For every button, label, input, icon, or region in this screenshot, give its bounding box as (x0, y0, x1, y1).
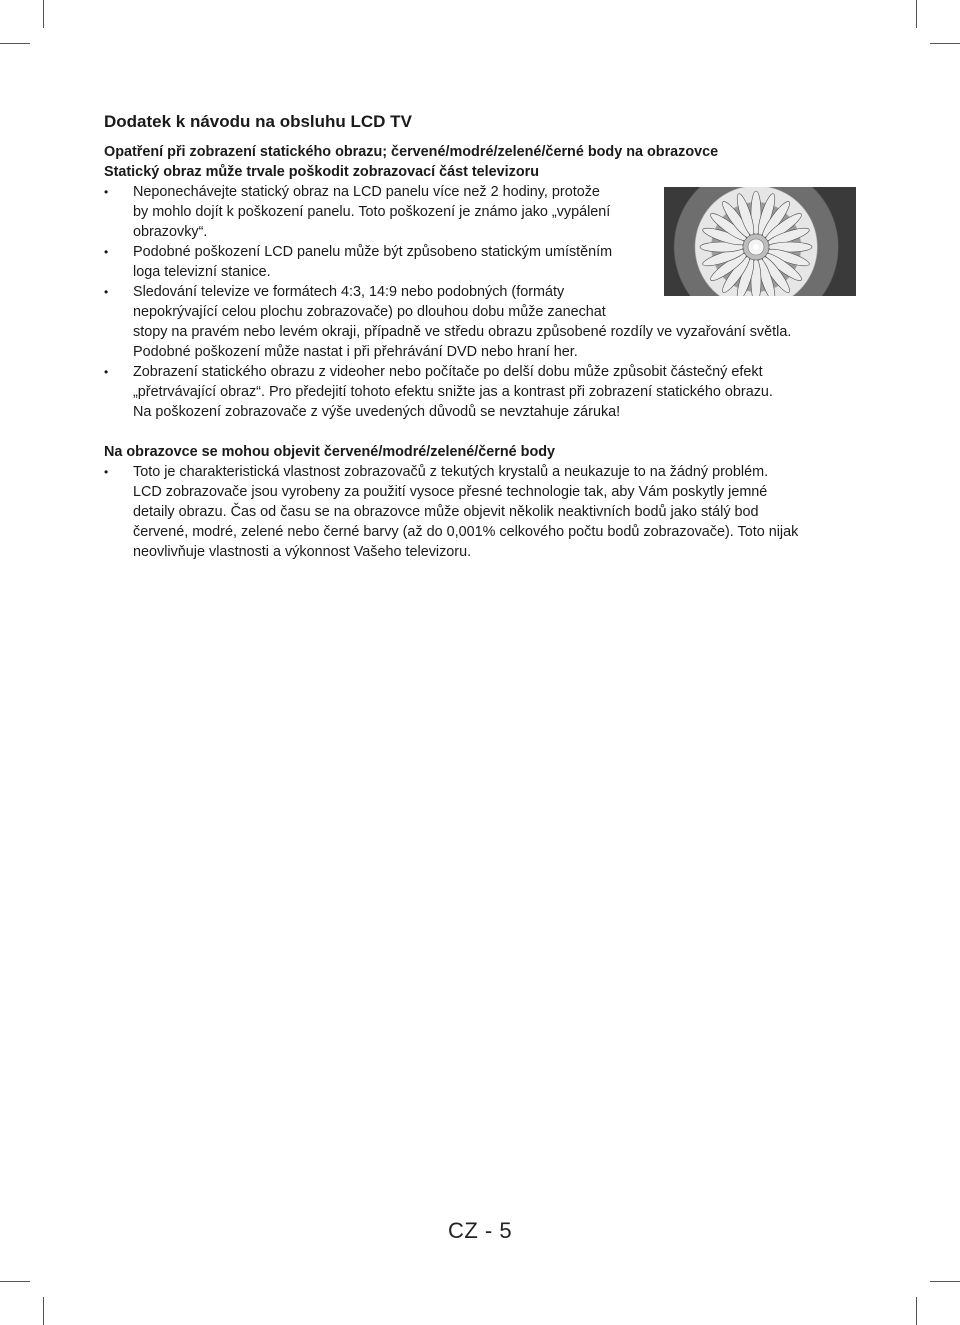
text-line: Podobné poškození může nastat i při přehrávání DVD nebo hraní her. (133, 344, 578, 360)
text-line: obrazovky“. (133, 224, 208, 240)
crop-mark (0, 43, 30, 44)
text-line: LCD zobrazovače jsou vyrobeny za použití vysoce přesné technologie tak, aby Vám poskytly jemné (133, 484, 768, 500)
section-heading: Na obrazovce se mohou objevit červené/modré/zelené/černé body (104, 444, 556, 460)
text-line: stopy na pravém nebo levém okraji, případně ve středu obrazu způsobené rozdíly ve vyzařování světla. (133, 324, 792, 340)
text-line: by mohlo dojít k poškození panelu. Toto poškození je známo jako „vypálení (133, 204, 611, 220)
text-line: nepokrývající celou plochu zobrazovače) po dlouhou dobu může zanechat (133, 304, 606, 320)
flower-photo (664, 187, 856, 296)
section-subheading: Statický obraz může trvale poškodit zobrazovací část televizoru (104, 164, 540, 180)
crop-mark (43, 1297, 44, 1325)
document-title: Dodatek k návodu na obsluhu LCD TV (104, 112, 412, 131)
bullet-list (104, 462, 864, 562)
text-line: Na poškození zobrazovače z výše uvedených důvodů se nevztahuje záruka! (133, 404, 621, 420)
text-line: • Podobné poškození LCD panelu může být způsobeno statickým umístěním (133, 244, 613, 260)
flower-illustration (664, 187, 856, 296)
text-line: • Toto je charakteristická vlastnost zobrazovačů z tekutých krystalů a neukazuje to na žádný problém. (133, 464, 769, 480)
crop-mark (43, 0, 44, 28)
text-line: červené, modré, zelené nebo černé barvy (až do 0,001% celkového počtu bodů zobrazovače). Toto nijak (133, 524, 799, 540)
crop-mark (0, 1281, 30, 1282)
text-line: detaily obrazu. Čas od času se na obrazovce může objevit několik neaktivních bodů jako stálý bod (133, 504, 759, 520)
text-line: loga televizní stanice. (133, 264, 271, 280)
document-body (104, 112, 864, 562)
text-line: „přetrvávající obraz“. Pro předejití tohoto efektu snižte jas a kontrast při zobrazení statického obrazu. (133, 384, 773, 400)
crop-mark (916, 1297, 917, 1325)
crop-mark (916, 0, 917, 28)
text-line: • Neponechávejte statický obraz na LCD panelu více než 2 hodiny, protože (133, 184, 600, 200)
text-line: • Zobrazení statického obrazu z videoher nebo počítače po delší dobu může způsobit částečný efekt (133, 364, 763, 380)
crop-mark (930, 1281, 960, 1282)
page-number: CZ - 5 (447, 1218, 513, 1243)
section-pixel-defects (104, 442, 864, 562)
list-item (104, 462, 864, 562)
text-line: neovlivňuje vlastnosti a výkonnost Vašeho televizoru. (133, 544, 472, 560)
text-line: • Sledování televize ve formátech 4:3, 14:9 nebo podobných (formáty (133, 284, 565, 300)
section-heading: Opatření při zobrazení statického obrazu; červené/modré/zelené/černé body na obrazovce (104, 144, 719, 160)
list-item (104, 362, 864, 422)
crop-mark (930, 43, 960, 44)
